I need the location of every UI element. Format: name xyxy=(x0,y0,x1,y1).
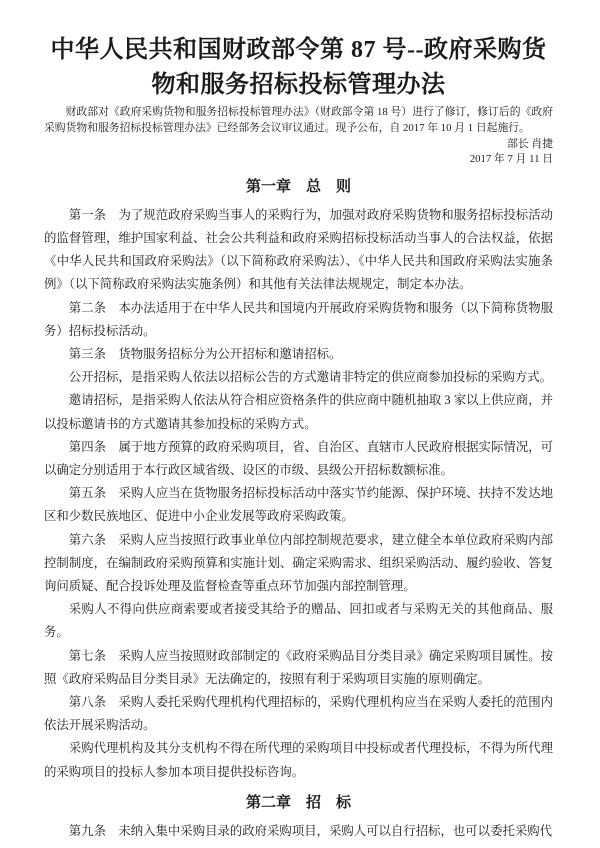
paragraph: 第八条 采购人委托采购代理机构代理招标的，采购代理机构应当在采购人委托的范围内依法开展采购活动。 xyxy=(44,695,553,733)
paragraph: 第七条 采购人应当按照财政部制定的《政府采购品目分类目录》确定采购项目属性。按照《政府采购品目分类目录》无法确定的，按照有利于采购项目实施的原则确定。 xyxy=(44,648,553,686)
paragraph: 第九条 未纳入集中采购目录的政府采购项目，采购人可以自行招标，也可以委托采购代 xyxy=(68,823,553,838)
paragraph: 公开招标，是指采购人依法以招标公告的方式邀请非特定的供应商参加投标的采购方式。 xyxy=(68,370,553,385)
paragraph: 采购代理机构及其分支机构不得在所代理的采购项目中投标或者代理投标，不得为所代理的采购项目的投标人参加本项目提供投标咨询。 xyxy=(44,741,553,779)
preamble-paragraph: 财政部对《政府采购货物和服务招标投标管理办法》（财政部令第 18 号）进行了修订，修订后的《政府采购货物和服务招标投标管理办法》已经部务会议审议通过。现予公布，自 2017 年 10 月 1 日起施行。 xyxy=(44,106,553,134)
paragraph: 邀请招标，是指采购人依法从符合相应资格条件的供应商中随机抽取 3 家以上供应商，并以投标邀请书的方式邀请其参加投标的采购方式。 xyxy=(44,393,553,431)
chapter-heading: 第二章 招 标 xyxy=(245,794,351,811)
paragraph: 采购人不得向供应商索要或者接受其给予的赠品、回扣或者与采购无关的其他商品、服务。 xyxy=(44,602,553,640)
paragraph: 第六条 采购人应当按照行政事业单位内部控制规范要求，建立健全本单位政府采购内部控制制度，在编制政府采购预算和实施计划、确定采购需求、组织采购活动、履约验收、答复询问质疑、配合投诉处理及监督检查等重点环节加强内部控制管理。 xyxy=(44,532,553,594)
paragraph: 第五条 采购人应当在货物服务招标投标活动中落实节约能源、保护环境、扶持不发达地区和少数民族地区、促进中小企业发展等政府采购政策。 xyxy=(44,486,553,524)
signature-date: 2017 年 7 月 11 日 xyxy=(469,153,553,166)
paragraph: 第二条 本办法适用于在中华人民共和国境内开展政府采购货物和服务（以下简称货物服务）招标投标活动。 xyxy=(44,300,553,338)
chapter-heading: 第一章 总 则 xyxy=(245,178,351,195)
document-title: 中华人民共和国财政部令第 87 号--政府采购货物和服务招标投标管理办法 xyxy=(50,37,547,98)
paragraph: 第三条 货物服务招标分为公开招标和邀请招标。 xyxy=(68,347,342,361)
signature-minister: 部长 肖捷 xyxy=(507,137,553,150)
paragraph: 第一条 为了规范政府采购当事人的采购行为，加强对政府采购货物和服务招标投标活动的监督管理，维护国家利益、社会公共利益和政府采购招标投标活动当事人的合法权益，依据《中华人民共和国政府采购法》（以下简称政府采购法）、《中华人民共和国政府采购法实施条例》（以下简称政府采购法实施条例）和其他有关法律法规规定，制定本办法。 xyxy=(44,207,553,292)
paragraph: 第四条 属于地方预算的政府采购项目，省、自治区、直辖市人民政府根据实际情况，可以确定分别适用于本行政区域省级、设区的市级、县级公开招标数额标准。 xyxy=(44,439,553,478)
document-body xyxy=(44,177,553,843)
